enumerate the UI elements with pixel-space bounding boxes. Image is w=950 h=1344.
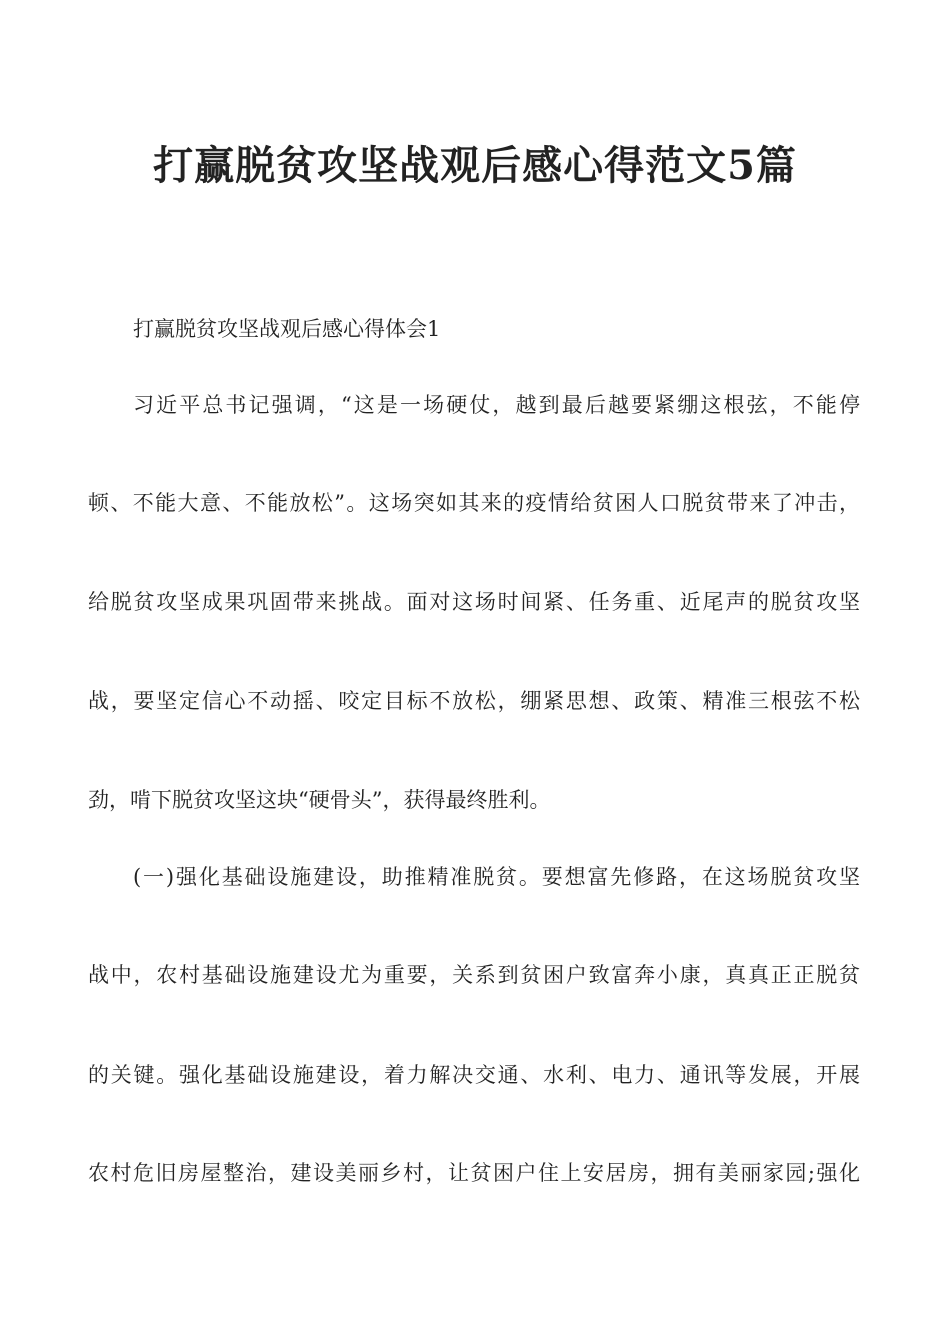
paragraph-line: 顿、不能大意、不能放松”。这场突如其来的疫情给贫困人口脱贫带来了冲击，: [88, 491, 860, 515]
paragraph-line: 习近平总书记强调，“这是一场硬仗，越到最后越要紧绷这根弦，不能停: [133, 393, 860, 417]
paragraph-line: 战中，农村基础设施建设尤为重要，关系到贫困户致富奔小康，真真正正脱贫: [88, 963, 860, 987]
paragraph-line: 农村危旧房屋整治，建设美丽乡村，让贫困户住上安居房，拥有美丽家园;强化: [88, 1161, 860, 1185]
paragraph-line: 战，要坚定信心不动摇、咬定目标不放松，绷紧思想、政策、精准三根弦不松: [88, 689, 860, 713]
document-title: 打赢脱贫攻坚战观后感心得范文5篇: [153, 142, 797, 189]
section-heading: 打赢脱贫攻坚战观后感心得体会1: [133, 317, 441, 341]
paragraph-line: (一)强化基础设施建设，助推精准脱贫。要想富先修路，在这场脱贫攻坚: [133, 865, 860, 889]
paragraph-line: 的关键。强化基础设施建设，着力解决交通、水利、电力、通讯等发展，开展: [88, 1063, 860, 1087]
paragraph-line: 劲，啃下脱贫攻坚这块“硬骨头”，获得最终胜利。: [88, 788, 551, 812]
paragraph-line: 给脱贫攻坚成果巩固带来挑战。面对这场时间紧、任务重、近尾声的脱贫攻坚: [88, 590, 860, 614]
